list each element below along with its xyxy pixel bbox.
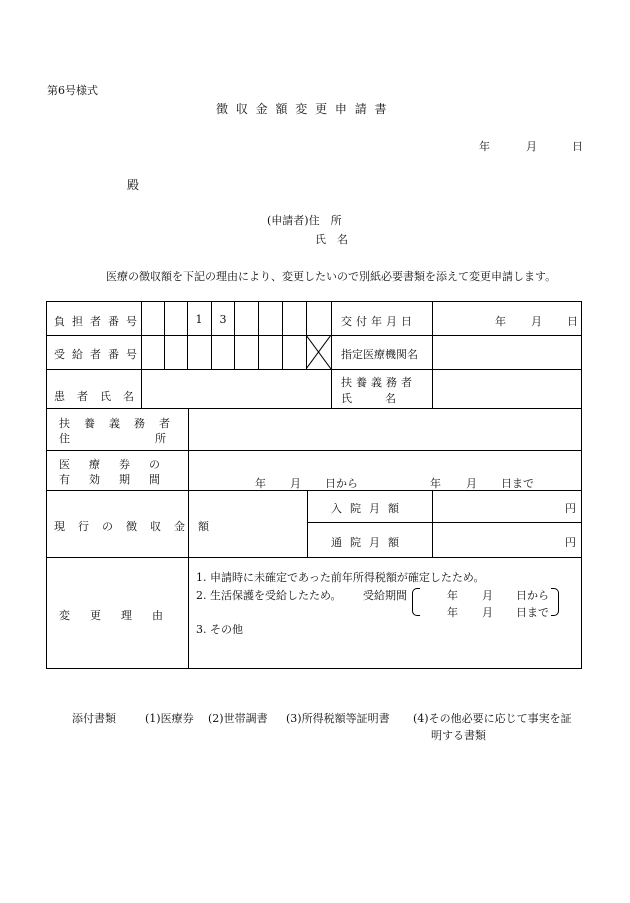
period-year: 年 bbox=[447, 606, 458, 619]
medical-ticket-label: 有効期間 bbox=[59, 473, 179, 486]
period-from: 日から bbox=[516, 589, 549, 602]
page-title: 徴 収 金 額 変 更 申 請 書 bbox=[216, 102, 389, 116]
attachment-item: (3)所得税額等証明書 bbox=[286, 712, 390, 725]
bracket-left bbox=[412, 588, 420, 616]
crossed-cell bbox=[306, 335, 331, 369]
attachment-item-continued: 明する書類 bbox=[431, 729, 486, 742]
reason-item-1: 1. 申請時に未確定であった前年所得税額が確定したため。 bbox=[196, 571, 485, 584]
yen-unit: 円 bbox=[565, 502, 576, 515]
designated-institution-label: 指定医療機関名 bbox=[341, 348, 418, 361]
current-amount-label: 現行の徴収金額 bbox=[54, 520, 222, 533]
obligor-name-label: 扶養義務者 bbox=[341, 376, 416, 389]
burden-number-label: 負担者番号 bbox=[54, 315, 144, 328]
yen-unit: 円 bbox=[565, 536, 576, 549]
attachments-label: 添付書類 bbox=[72, 712, 116, 725]
validity-year: 年 bbox=[430, 477, 441, 490]
medical-ticket-label: 医療券の bbox=[59, 458, 179, 471]
validity-year: 年 bbox=[255, 477, 266, 490]
date-day: 日 bbox=[572, 140, 583, 153]
validity-month: 月 bbox=[466, 477, 477, 490]
applicant-address-label: (申請者)住 所 bbox=[267, 214, 342, 227]
obligor-address-label: 扶養義務者 bbox=[59, 417, 184, 430]
period-to: 日まで bbox=[516, 606, 549, 619]
reason-label: 変更理由 bbox=[59, 609, 183, 622]
attachment-item: (1)医療券 bbox=[145, 712, 194, 725]
issue-month: 月 bbox=[531, 315, 542, 328]
validity-from: 日から bbox=[325, 477, 358, 490]
recipient-number-label: 受給者番号 bbox=[54, 348, 144, 361]
validity-month: 月 bbox=[290, 477, 301, 490]
bracket-right bbox=[551, 588, 559, 616]
validity-to: 日まで bbox=[501, 477, 534, 490]
date-month: 月 bbox=[526, 140, 537, 153]
period-month: 月 bbox=[482, 606, 493, 619]
issue-date-label: 交付年月日 bbox=[341, 315, 416, 328]
reason-item-3: 3. その他 bbox=[196, 623, 243, 636]
obligor-address-label: 住 所 bbox=[59, 432, 179, 445]
inpatient-label: 入院月額 bbox=[331, 502, 407, 515]
attachment-item: (2)世帯調書 bbox=[208, 712, 268, 725]
applicant-name-label: 氏 名 bbox=[315, 233, 348, 246]
outpatient-label: 通院月額 bbox=[331, 536, 407, 549]
addressee: 殿 bbox=[127, 178, 140, 192]
issue-day: 日 bbox=[567, 315, 578, 328]
burden-digit: 3 bbox=[219, 313, 227, 326]
issue-year: 年 bbox=[495, 315, 506, 328]
patient-name-label: 患者氏名 bbox=[54, 390, 146, 403]
receive-period-label: 受給期間 bbox=[363, 589, 407, 602]
attachment-item: (4)その他必要に応じて事実を証 bbox=[413, 712, 572, 725]
reason-item-2: 2. 生活保護を受給したため。 bbox=[196, 589, 342, 602]
date-year: 年 bbox=[479, 140, 490, 153]
intro-text: 医療の徴収額を下記の理由により、変更したいので別紙必要書類を添えて変更申請します。 bbox=[106, 270, 557, 283]
period-year: 年 bbox=[447, 589, 458, 602]
burden-digit: 1 bbox=[195, 313, 203, 326]
obligor-name-label: 氏 名 bbox=[341, 392, 396, 405]
form-number: 第6号様式 bbox=[47, 84, 98, 97]
period-month: 月 bbox=[482, 589, 493, 602]
